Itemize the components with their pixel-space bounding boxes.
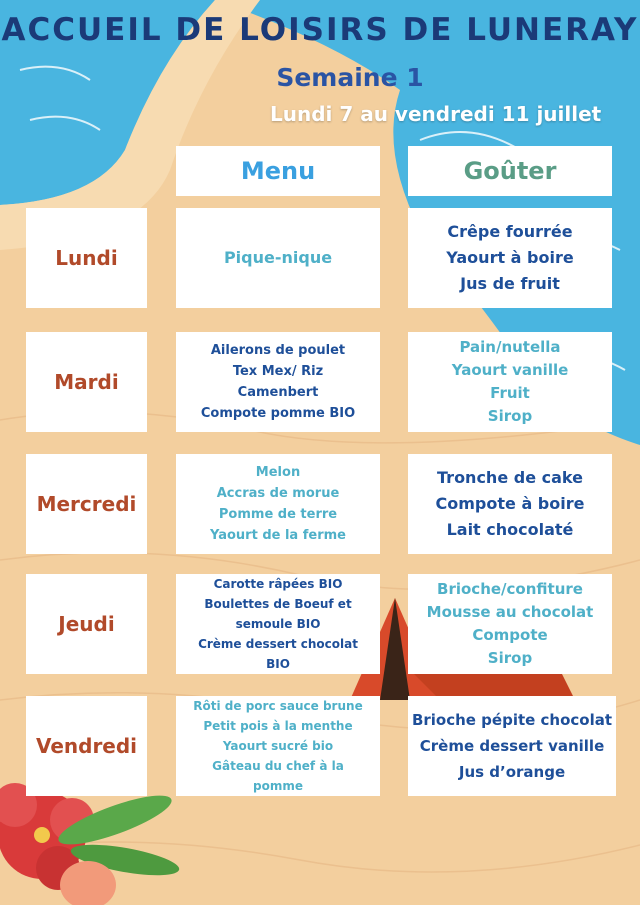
menu-item: Carotte râpées BIO xyxy=(213,577,343,591)
menu-item: Accras de morue xyxy=(216,486,340,501)
gouter-column-header: Goûter xyxy=(408,146,612,196)
day-label-mardi: Mardi xyxy=(26,332,147,432)
page-title: ACCUEIL DE LOISIRS DE LUNERAY xyxy=(1,12,639,48)
gouter-item: Compote à boire xyxy=(435,494,585,513)
menu-item: Crème dessert chocolat xyxy=(198,637,358,651)
gouter-item: Tronche de cake xyxy=(437,468,583,487)
menu-item: Pomme de terre xyxy=(218,507,338,522)
gouter-cell-vendredi xyxy=(408,696,616,796)
menu-item: Ailerons de poulet xyxy=(210,343,346,358)
menu-item: semoule BIO xyxy=(235,617,321,631)
menu-item: Rôti de porc sauce brune xyxy=(193,699,363,713)
menu-item: Tex Mex/ Riz xyxy=(232,364,324,379)
gouter-item: Crêpe fourrée xyxy=(447,222,573,241)
gouter-item: Fruit xyxy=(490,384,530,402)
date-range: Lundi 7 au vendredi 11 juillet xyxy=(270,102,602,126)
gouter-item: Compote xyxy=(472,626,548,644)
day-label-vendredi: Vendredi xyxy=(26,696,147,796)
menu-item: Compote pomme BIO xyxy=(200,406,356,421)
menu-item: Yaourt de la ferme xyxy=(210,528,346,543)
day-label-jeudi: Jeudi xyxy=(26,574,147,674)
gouter-item: Pain/nutella xyxy=(459,338,561,356)
menu-item: Boulettes de Boeuf et xyxy=(204,597,352,611)
gouter-item: Mousse au chocolat xyxy=(426,603,594,621)
menu-cell-jeudi xyxy=(176,574,380,674)
menu-item: Melon xyxy=(255,465,301,480)
gouter-item: Jus d’orange xyxy=(458,763,566,781)
gouter-item: Sirop xyxy=(487,407,533,425)
gouter-item: Sirop xyxy=(487,649,533,667)
gouter-cell-mardi xyxy=(408,332,612,432)
menu-item: Yaourt sucré bio xyxy=(222,739,334,753)
day-label-lundi: Lundi xyxy=(26,208,147,308)
gouter-item: Lait chocolaté xyxy=(446,520,574,539)
menu-item: Petit pois à la menthe xyxy=(203,719,353,733)
gouter-item: Yaourt vanille xyxy=(451,361,569,379)
gouter-item: Crème dessert vanille xyxy=(419,737,605,755)
gouter-item: Jus de fruit xyxy=(460,274,560,293)
menu-item: BIO xyxy=(266,657,290,671)
menu-item: pomme xyxy=(253,779,303,793)
gouter-item: Brioche pépite chocolat xyxy=(411,711,613,729)
menu-cell-lundi xyxy=(176,208,380,308)
menu-column-header: Menu xyxy=(176,146,380,196)
menu-item: Gâteau du chef à la xyxy=(212,759,344,773)
menu-cell-mardi xyxy=(176,332,380,432)
gouter-cell-lundi xyxy=(408,208,612,308)
gouter-cell-mercredi xyxy=(408,454,612,554)
day-label-mercredi: Mercredi xyxy=(26,454,147,554)
gouter-item: Brioche/confiture xyxy=(437,580,583,598)
menu-cell-mercredi xyxy=(176,454,380,554)
menu-cell-vendredi xyxy=(176,696,380,796)
gouter-item: Yaourt à boire xyxy=(446,248,574,267)
menu-item: Camenbert xyxy=(237,385,319,400)
gouter-cell-jeudi xyxy=(408,574,612,674)
menu-item: Pique-nique xyxy=(223,248,333,267)
week-subtitle: Semaine 1 xyxy=(276,63,424,92)
